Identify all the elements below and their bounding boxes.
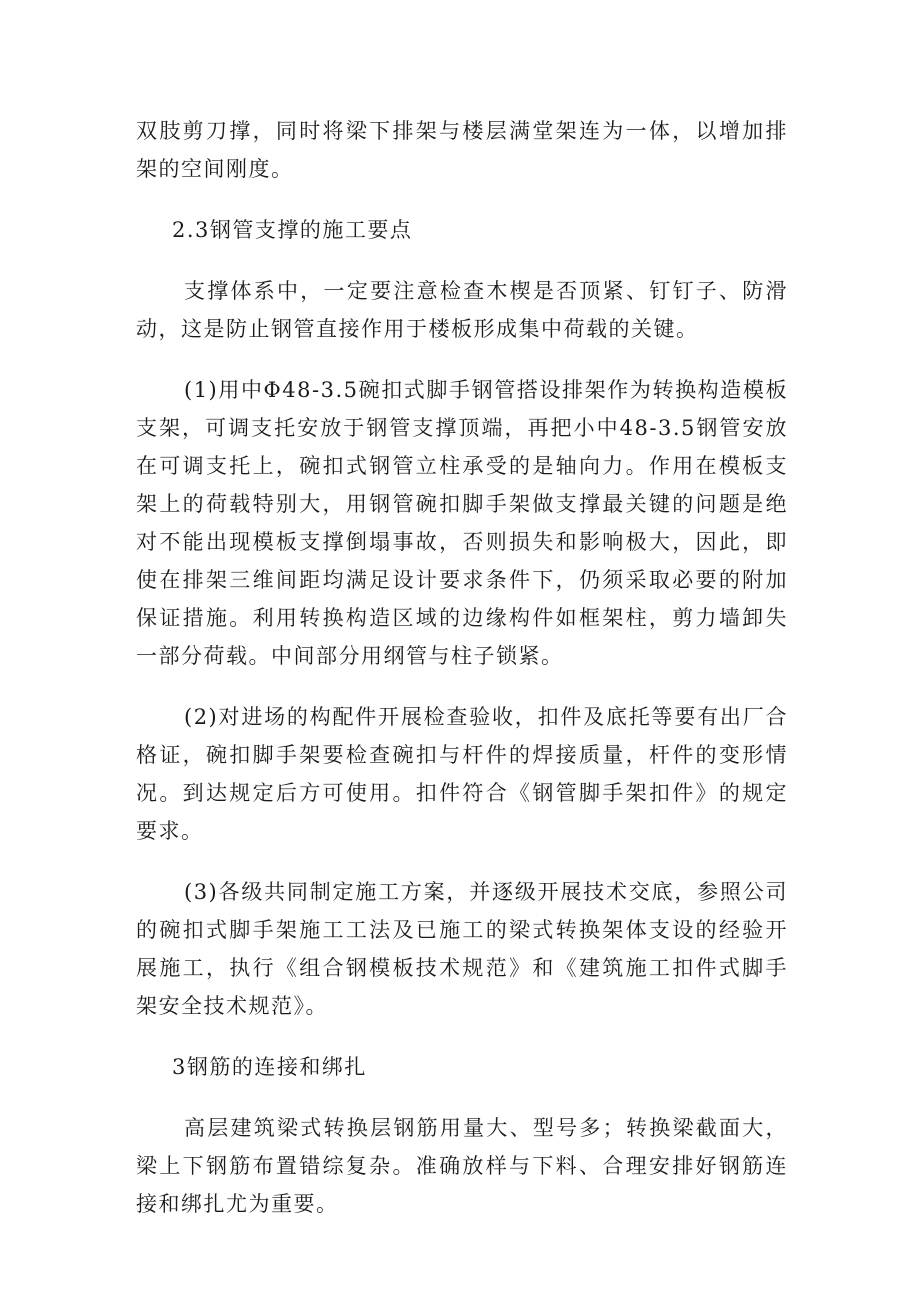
paragraph-rebar: 高层建筑梁式转换层钢筋用量大、型号多；转换梁截面大，梁上下钢筋布置错综复杂。准确放样与下料、合理安排好钢筋连接和绑扎尤为重要。 xyxy=(136,1116,788,1216)
paragraph-item-2: (2)对进场的构配件开展检查验收，扣件及底托等要有出厂合格证，碗扣脚手架要检查碗扣与杆件的焊接质量，杆件的变形情况。到达规定后方可使用。扣件符合《钢管脚手架扣件》的规定要求。 xyxy=(136,705,788,843)
document-body xyxy=(136,112,788,1246)
section-heading-2-3: 2.3钢管支撑的施工要点 xyxy=(172,218,413,242)
paragraph-item-1: (1)用中Φ48-3.5碗扣式脚手钢管搭设排架作为转换构造模板支架，可调支托安放于钢管支撑顶端，再把小中48-3.5钢管安放在可调支托上，碗扣式钢管立柱承受的是轴向力。作用在模板支架上的荷载特别大，用钢管碗扣脚手架做支撑最关键的问题是绝对不能出现模板支撑倒塌事故，否则损失和影响极大，因此，即使在排架三维间距均满足设计要求条件下，仍须采取必要的附加保证措施。利用转换构造区域的边缘构件如框架柱，剪力墙卸失一部分荷载。中间部分用纲管与柱子锁紧。 xyxy=(136,378,788,668)
paragraph-continuation: 双肢剪刀撑，同时将梁下排架与楼层满堂架连为一体，以增加排架的空间刚度。 xyxy=(136,119,788,181)
paragraph-support-system: 支撑体系中，一定要注意检查木楔是否顶紧、钉钉子、防滑动，这是防止钢管直接作用于楼板形成集中荷载的关键。 xyxy=(136,279,788,341)
section-heading-3: 3钢筋的连接和绑扎 xyxy=(172,1055,367,1079)
paragraph-item-3: (3)各级共同制定施工方案，并逐级开展技术交底，参照公司的碗扣式脚手架施工工法及已施工的梁式转换架体支设的经验开展施工，执行《组合钢模板技术规范》和《建筑施工扣件式脚手架安全技术规范》。 xyxy=(136,880,788,1018)
